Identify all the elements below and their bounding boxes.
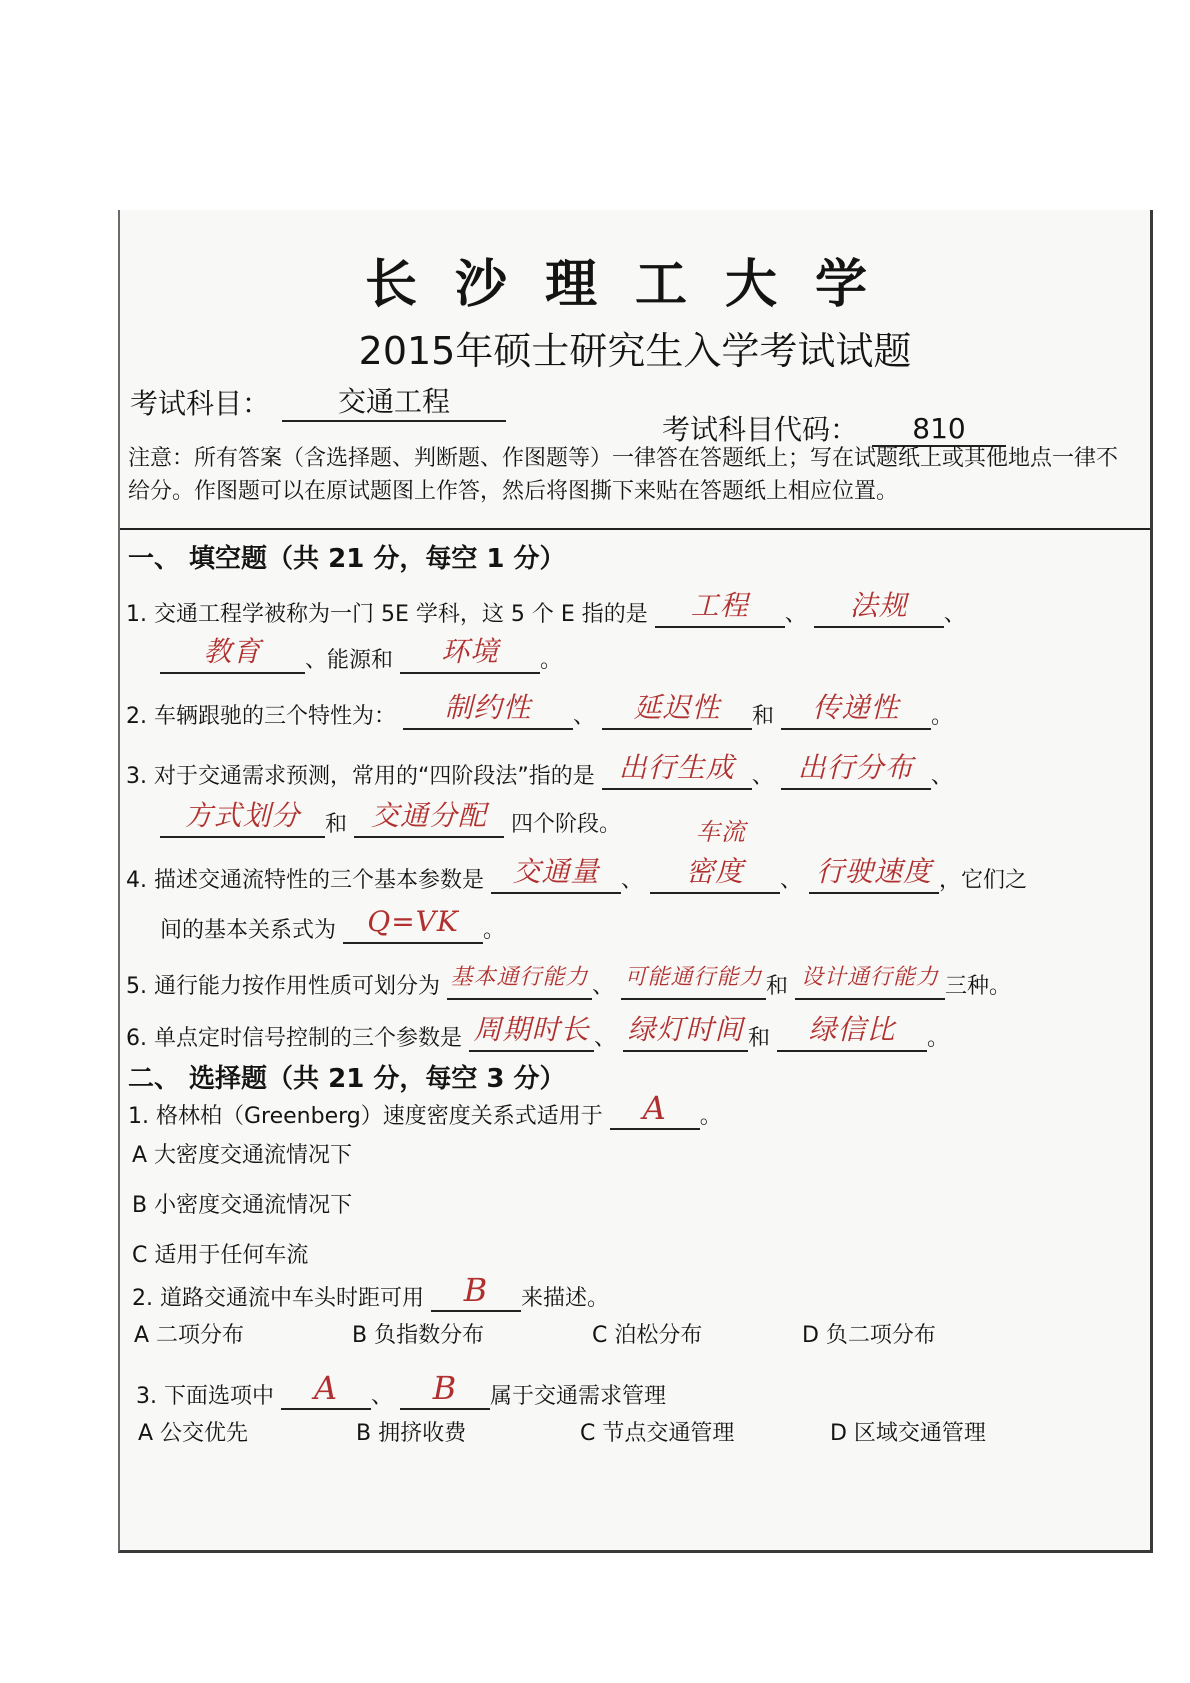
question-text: 格林柏（Greenberg）速度密度关系式适用于: [156, 1104, 603, 1129]
fill-question-4: [126, 854, 1027, 894]
answer-blank: [610, 1090, 700, 1130]
answer-blank: [400, 634, 540, 674]
handwritten-answer: 教育: [203, 635, 262, 668]
answer-blank: [160, 634, 305, 674]
answer-blank: [491, 854, 621, 894]
question-number: 5.: [126, 974, 147, 999]
separator: 。: [483, 918, 506, 943]
handwritten-answer: 出行生成: [618, 751, 735, 784]
question-text: 车辆跟驰的三个特性为：: [154, 704, 397, 729]
question-text: 间的基本关系式为: [160, 918, 337, 943]
answer-blank: [621, 960, 766, 1000]
question-text: 来描述。: [521, 1286, 610, 1311]
separator: 。: [699, 1104, 722, 1129]
fill-question-2: [126, 690, 953, 730]
answer-blank: [781, 690, 931, 730]
separator: 、: [780, 868, 803, 893]
handwritten-answer: 设计通行能力: [801, 965, 940, 990]
separator: 、: [594, 1026, 617, 1051]
answer-blank: [623, 1012, 748, 1052]
answer-blank: [650, 854, 780, 894]
handwritten-answer: 环境: [441, 635, 500, 668]
question-number: 3.: [126, 764, 147, 789]
answer-blank: [354, 798, 504, 838]
handwritten-answer: 交通量: [512, 855, 600, 888]
choice-option: A 公交优先: [138, 1421, 249, 1446]
separator: 、: [784, 602, 807, 627]
handwritten-answer: 出行分布: [797, 751, 914, 784]
question-number: 6.: [126, 1026, 147, 1051]
separator: 、: [930, 764, 953, 789]
choice-option: A 大密度交通流情况下: [132, 1143, 353, 1168]
choice-option: D 负二项分布: [802, 1323, 936, 1348]
choice-option: A 二项分布: [134, 1323, 245, 1348]
fill-question-3: [126, 750, 953, 790]
exam-title: 2015年硕士研究生入学考试试题: [358, 329, 912, 373]
section1-title: 一、 填空题（共 21 分，每空 1 分）: [128, 544, 566, 574]
handwritten-answer: 绿灯时间: [627, 1013, 744, 1046]
question-text: 道路交通流中车头时距可用: [160, 1286, 425, 1311]
answer-blank: [602, 750, 752, 790]
answer-blank: [403, 690, 573, 730]
handwritten-answer: 可能通行能力: [624, 965, 763, 990]
exam-sheet: [118, 210, 1153, 1553]
choice-question-2: [132, 1272, 609, 1312]
handwritten-answer: B: [432, 1369, 458, 1407]
question-text: 下面选项中: [164, 1384, 275, 1409]
choice-option: B 负指数分布: [352, 1323, 485, 1348]
separator: 、: [573, 704, 596, 729]
answer-blank: [795, 960, 945, 1000]
fill-question-1-line2: [160, 634, 562, 674]
separator: 、: [751, 764, 774, 789]
question-text: 交通工程学被称为一门 5E 学科，这 5 个 E 指的是: [154, 602, 648, 627]
answer-blank: [777, 1012, 927, 1052]
handwritten-note: 车流: [696, 818, 746, 846]
question-text: 单点定时信号控制的三个参数是: [154, 1026, 463, 1051]
handwritten-answer: Q=VK: [367, 905, 459, 938]
fill-question-4-line2: [160, 904, 505, 944]
subject-code-value: 810: [872, 412, 1006, 447]
answer-blank: [781, 750, 931, 790]
choice-question-3: [136, 1370, 666, 1410]
separator: 、: [621, 868, 644, 893]
subject-value: 交通工程: [282, 380, 506, 422]
question-number: 4.: [126, 868, 147, 893]
choice-option: C 节点交通管理: [580, 1421, 735, 1446]
separator: 、: [371, 1384, 394, 1409]
question-text: 三种。: [945, 974, 1012, 999]
separator: 、: [943, 602, 966, 627]
handwritten-answer: A: [313, 1369, 339, 1407]
subject-code-label: 考试科目代码：: [662, 413, 859, 446]
answer-blank: [469, 1012, 594, 1052]
handwritten-answer: 交通分配: [371, 799, 488, 832]
handwritten-answer: 制约性: [444, 691, 532, 724]
choice-option: C 适用于任何车流: [132, 1243, 309, 1268]
handwritten-answer: 行驶速度: [816, 855, 933, 888]
choice-option: C 泊松分布: [592, 1323, 703, 1348]
question-number: 2.: [132, 1286, 153, 1311]
choice-option: D 区域交通管理: [830, 1421, 986, 1446]
fill-question-5: [126, 960, 1011, 1000]
handwritten-answer: 法规: [849, 589, 908, 622]
question-text: 和: [325, 812, 348, 837]
separator: 。: [931, 704, 954, 729]
handwritten-answer: 密度: [686, 855, 745, 888]
handwritten-answer: 绿信比: [808, 1013, 896, 1046]
choice-question-1: [128, 1090, 722, 1130]
answer-blank: [602, 690, 752, 730]
question-text: 和: [766, 974, 789, 999]
choice-option: B 小密度交通流情况下: [132, 1193, 353, 1218]
answer-blank: [281, 1370, 371, 1410]
answer-blank: [431, 1272, 521, 1312]
question-text: 属于交通需求管理: [490, 1384, 667, 1409]
handwritten-answer: 延迟性: [633, 691, 721, 724]
separator: 、: [592, 974, 615, 999]
question-text: ，它们之: [939, 868, 1028, 893]
fill-question-6: [126, 1012, 949, 1052]
question-text: 通行能力按作用性质可划分为: [154, 974, 441, 999]
answer-blank: [809, 854, 939, 894]
choice-option: B 拥挤收费: [356, 1421, 467, 1446]
section2-title: 二、 选择题（共 21 分，每空 3 分）: [128, 1064, 566, 1094]
answer-blank: [655, 588, 785, 628]
subject-label: 考试科目：: [130, 387, 271, 420]
answer-blank: [447, 960, 592, 1000]
answer-blank: [160, 798, 325, 838]
answer-blank: [400, 1370, 490, 1410]
question-number: 2.: [126, 704, 147, 729]
handwritten-answer: 方式划分: [184, 799, 301, 832]
handwritten-answer: 周期时长: [473, 1013, 590, 1046]
section-divider: [120, 528, 1150, 530]
separator: 。: [927, 1026, 950, 1051]
exam-notice: 注意：所有答案（含选择题、判断题、作图题等）一律答在答题纸上；写在试题纸上或其他地点一律不给分。作图题可以在原试题图上作答，然后将图撕下来贴在答题纸上相应位置。: [128, 446, 1119, 504]
question-text: 和: [752, 704, 775, 729]
handwritten-answer: 工程: [690, 589, 749, 622]
fill-question-1: [126, 588, 966, 628]
handwritten-answer: 基本通行能力: [450, 965, 589, 990]
question-text: 和: [748, 1026, 771, 1051]
handwritten-answer: A: [642, 1089, 667, 1127]
separator: 。: [540, 648, 563, 673]
handwritten-answer: B: [463, 1271, 489, 1309]
question-number: 3.: [136, 1384, 157, 1409]
answer-blank: [343, 904, 483, 944]
question-text: 对于交通需求预测，常用的“四阶段法”指的是: [154, 764, 595, 789]
question-text: 、能源和: [305, 648, 394, 673]
question-number: 1.: [128, 1104, 149, 1129]
question-text: 四个阶段。: [511, 812, 622, 837]
handwritten-answer: 传递性: [812, 691, 900, 724]
answer-blank: [814, 588, 944, 628]
question-text: 描述交通流特性的三个基本参数是: [154, 868, 485, 893]
university-name: 长沙理工大学: [364, 254, 905, 315]
fill-question-3-line2: [160, 798, 621, 838]
question-number: 1.: [126, 602, 147, 627]
